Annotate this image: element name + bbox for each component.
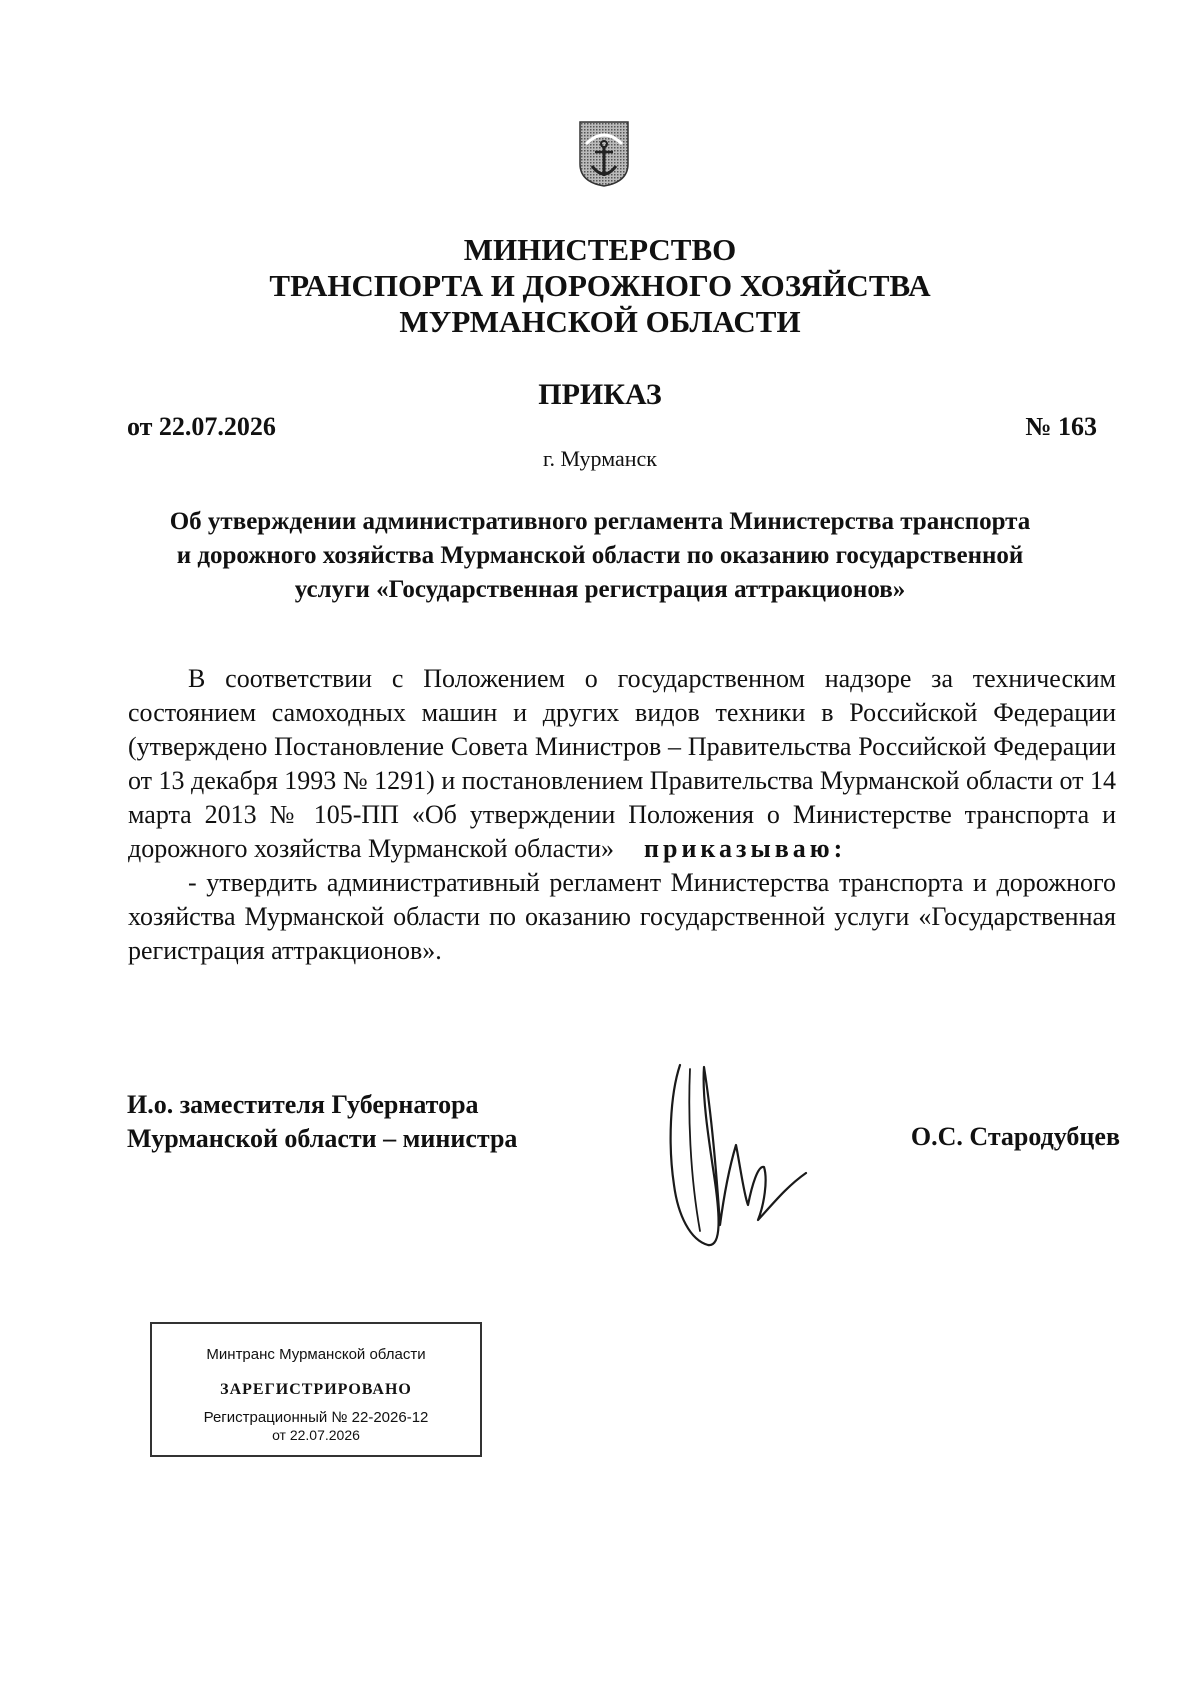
registration-stamp <box>150 1322 482 1457</box>
stamp-status: ЗАРЕГИСТРИРОВАНО <box>220 1381 412 1398</box>
document-subject <box>100 505 1100 607</box>
ministry-line-2: ТРАНСПОРТА И ДОРОЖНОГО ХОЗЯЙСТВА <box>269 268 931 303</box>
ministry-line-3: МУРМАНСКОЙ ОБЛАСТИ <box>399 304 801 339</box>
subject-line-3: услуги «Государственная регистрация аттракционов» <box>294 576 906 603</box>
document-date: от 22.07.2026 <box>127 412 276 441</box>
document-type: ПРИКАЗ <box>538 378 662 411</box>
handwritten-signature <box>660 1055 830 1265</box>
body-paragraph-2: - утвердить административный регламент Министерства транспорта и дорожного хозяйства Мурманской области по оказанию государственной услуги «Государственная регистрация аттракционов». <box>128 868 1116 965</box>
signatory-name: О.С. Стародубцев <box>910 1122 1120 1151</box>
document-number: № 163 <box>1025 412 1097 441</box>
body-paragraph-1 <box>128 662 1116 866</box>
ministry-line-1: МИНИСТЕРСТВО <box>463 232 737 267</box>
order-word: приказываю: <box>644 834 847 863</box>
ministry-name <box>0 232 1200 340</box>
document-body <box>128 662 1116 968</box>
signatory-position-line-2: Мурманской области – министра <box>127 1124 518 1153</box>
subject-line-1: Об утверждении административного регламента Министерства транспорта <box>169 508 1031 535</box>
stamp-date: от 22.07.2026 <box>272 1427 360 1443</box>
signatory-position <box>127 1088 517 1156</box>
signatory-position-line-1: И.о. заместителя Губернатора <box>127 1090 479 1119</box>
stamp-organization: Минтранс Мурманской области <box>206 1346 426 1363</box>
stamp-registration-number: Регистрационный № 22-2026-12 <box>203 1409 429 1426</box>
coat-of-arms-icon <box>578 120 630 188</box>
body-paragraph-1-text: В соответствии с Положением о государственном надзоре за техническим состоянием самоходных машин и других видов техники в Российской Федерации (утверждено Постановление Совета Министров – Правительства Российской Федерации от 13 декабря 1993 № 1291) и постановлением Правительства Мурманской области от 14 марта 2013 № 105-ПП «Об утверждении Положения о Министерстве транспорта и дорожного хозяйства Мурманской области» <box>128 664 1116 863</box>
subject-line-2: и дорожного хозяйства Мурманской области по оказанию государственной <box>176 542 1024 569</box>
document-city: г. Мурманск <box>543 446 657 471</box>
